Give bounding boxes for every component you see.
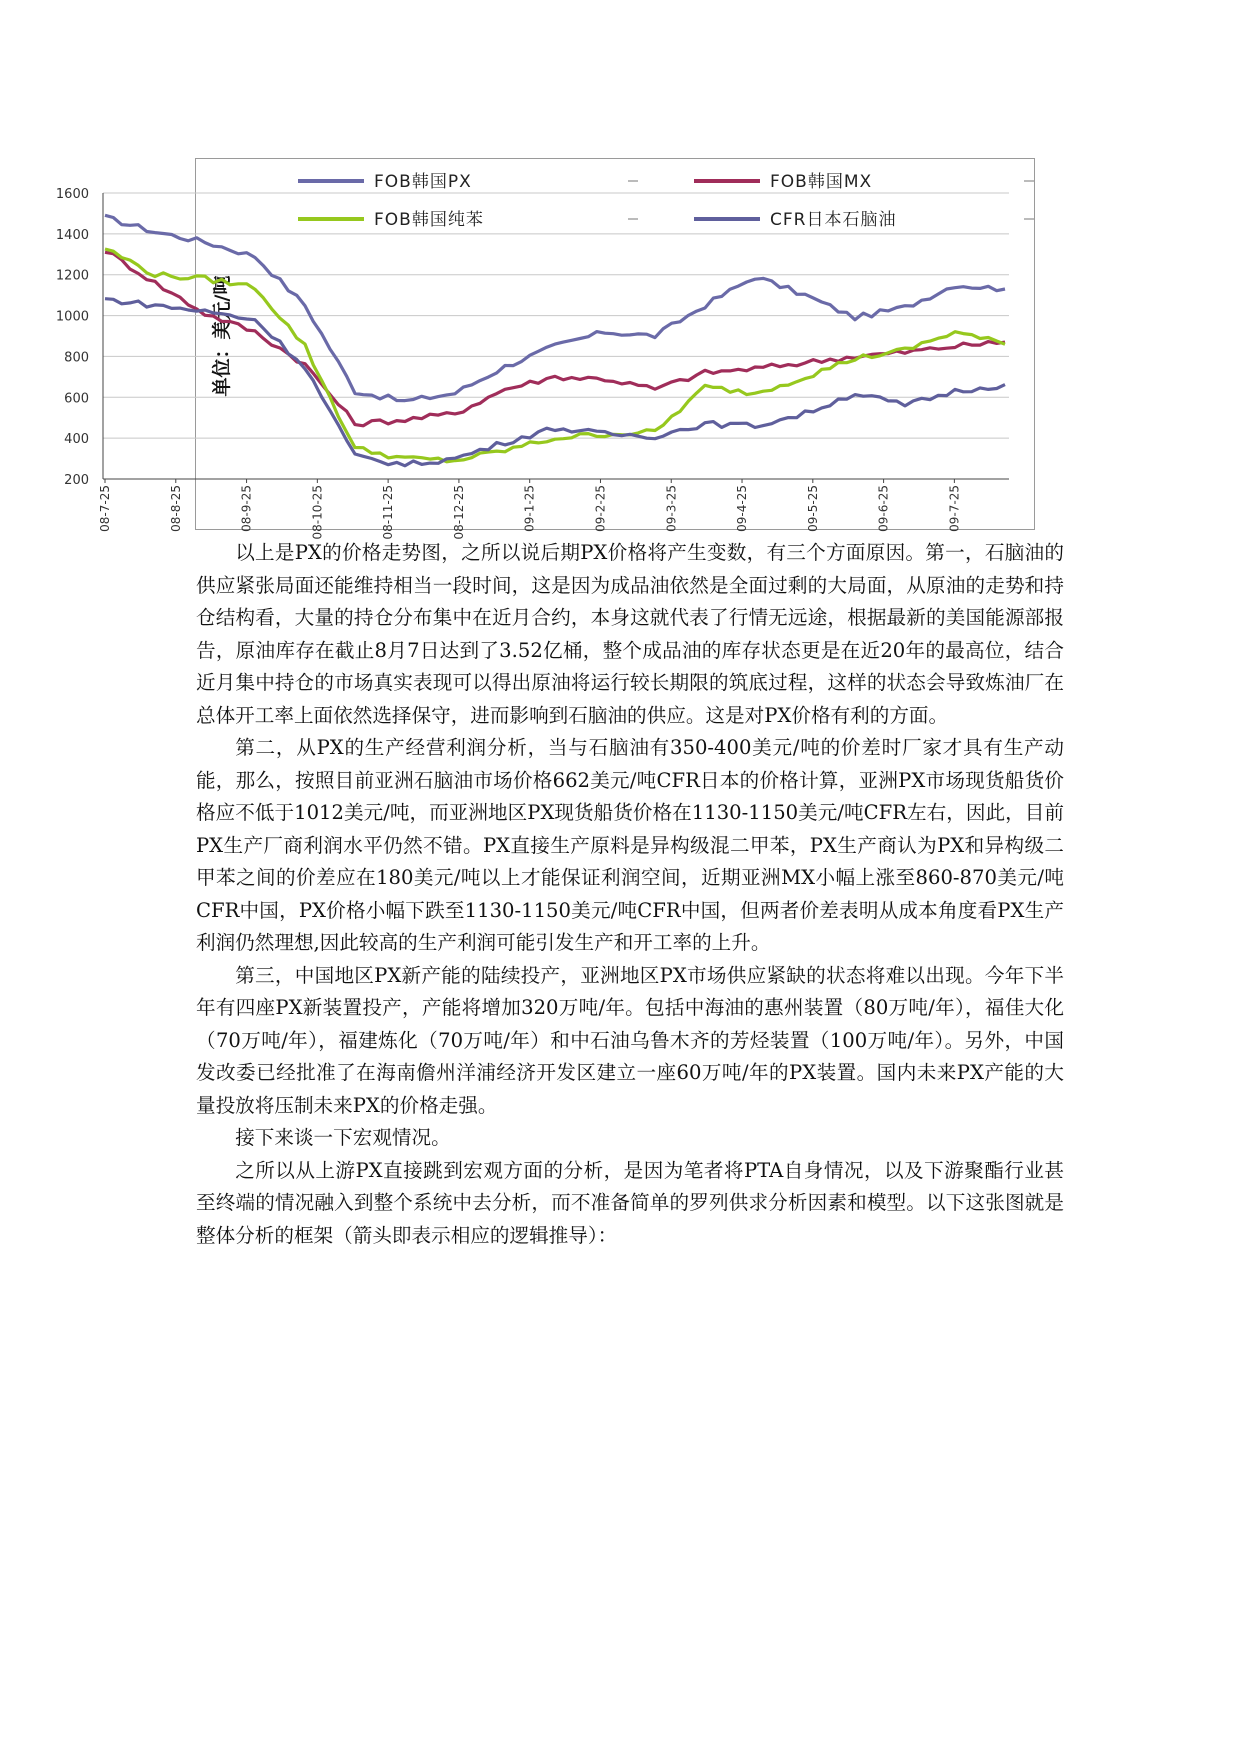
legend-label: FOB韩国MX [770,172,873,192]
series-line [105,252,1005,425]
article-body [196,537,1064,1252]
paragraph-4: 接下来谈一下宏观情况。 [235,1126,451,1149]
y-tick-label: 1000 [55,309,89,325]
y-tick-label: 200 [64,473,89,488]
paragraph-3: 第三，中国地区PX新产能的陆续投产，亚洲地区PX市场供应紧缺的状态将难以出现。今年下半年有四座PX新装置投产，产能将增加320万吨/年。包括中海油的惠州装置（80万吨/年），福佳大化（70万吨/年），福建炼化（70万吨/年）和中石油乌鲁木齐的芳烃装置（100万吨/年）。另外，中国发改委已经批准了在海南儋州洋浦经济开发区建立一座60万吨/年的PX装置。国内未来PX产能的大量投放将压制未来PX的价格走强。 [196,963,1064,1117]
paragraph-1: 以上是PX的价格走势图，之所以说后期PX价格将产生变数，有三个方面原因。第一，石脑油的供应紧张局面还能维持相当一段时间，这是因为成品油依然是全面过剩的大局面，从原油的走势和持仓结构看，大量的持仓分布集中在近月合约，本身这就代表了行情无远途，根据最新的美国能源部报告，原油库存在截止8月7日达到了3.52亿桶，整个成品油的库存状态更是在近20年的最高位，结合近月集中持仓的市场真实表现可以得出原油将运行较长期限的筑底过程，这样的状态会导致炼油厂在总体开工率上面依然选择保守，进而影响到石脑油的供应。这是对PX价格有利的方面。 [196,541,1064,727]
x-tick-label: 08-7-25 [98,485,112,532]
price-chart [55,158,1035,540]
y-tick-label: 800 [64,350,89,366]
legend-label: FOB韩国PX [374,172,472,192]
legend-label: CFR日本石脑油 [770,210,897,230]
legend-label: FOB韩国纯苯 [374,210,484,230]
paragraph-5: 之所以从上游PX直接跳到宏观方面的分析，是因为笔者将PTA自身情况，以及下游聚酯行业甚至终端的情况融入到整个系统中去分析，而不准备简单的罗列供求分析因素和模型。以下这张图就是整体分析的框架（箭头即表示相应的逻辑推导）： [196,1158,1064,1247]
y-tick-label: 600 [64,391,89,407]
y-tick-label: 400 [64,432,89,448]
y-tick-label: 1200 [55,268,89,284]
x-tick-label: 09-7-25 [947,485,962,532]
x-tick-label: 08-10-25 [310,485,325,540]
x-tick-label: 09-2-25 [593,485,608,532]
x-tick-label: 08-9-25 [239,485,254,532]
chart-svg [55,159,1036,540]
x-tick-label: 09-1-25 [522,485,537,532]
x-tick-label: 09-6-25 [876,485,891,532]
x-tick-label: 09-4-25 [735,485,750,532]
paragraph-2: 第二，从PX的生产经营利润分析，当与石脑油有350-400美元/吨的价差时厂家才具有生产动能，那么，按照目前亚洲石脑油市场价格662美元/吨CFR日本的价格计算，亚洲PX市场现货船货价格应不低于1012美元/吨，而亚洲地区PX现货船货价格在1130-1150美元/吨CFR左右，因此，目前PX生产厂商利润水平仍然不错。PX直接生产原料是异构级混二甲苯，PX生产商认为PX和异构级二甲苯之间的价差应在180美元/吨以上才能保证利润空间，近期亚洲MX小幅上涨至860-870美元/吨CFR中国，PX价格小幅下跌至1130-1150美元/吨CFR中国，但两者价差表明从成本角度看PX生产利润仍然理想,因此较高的生产利润可能引发生产和开工率的上升。 [196,736,1064,954]
series-line [105,215,1005,400]
x-tick-label: 08-11-25 [381,485,396,540]
y-tick-label: 1400 [55,227,89,243]
x-tick-label: 09-3-25 [664,485,679,532]
y-axis-title: 单位：美元/吨 [211,275,233,397]
x-tick-label: 08-12-25 [451,485,466,540]
x-tick-label: 09-5-25 [805,485,820,532]
x-tick-label: 08-8-25 [168,485,183,532]
y-tick-label: 1600 [55,187,89,202]
